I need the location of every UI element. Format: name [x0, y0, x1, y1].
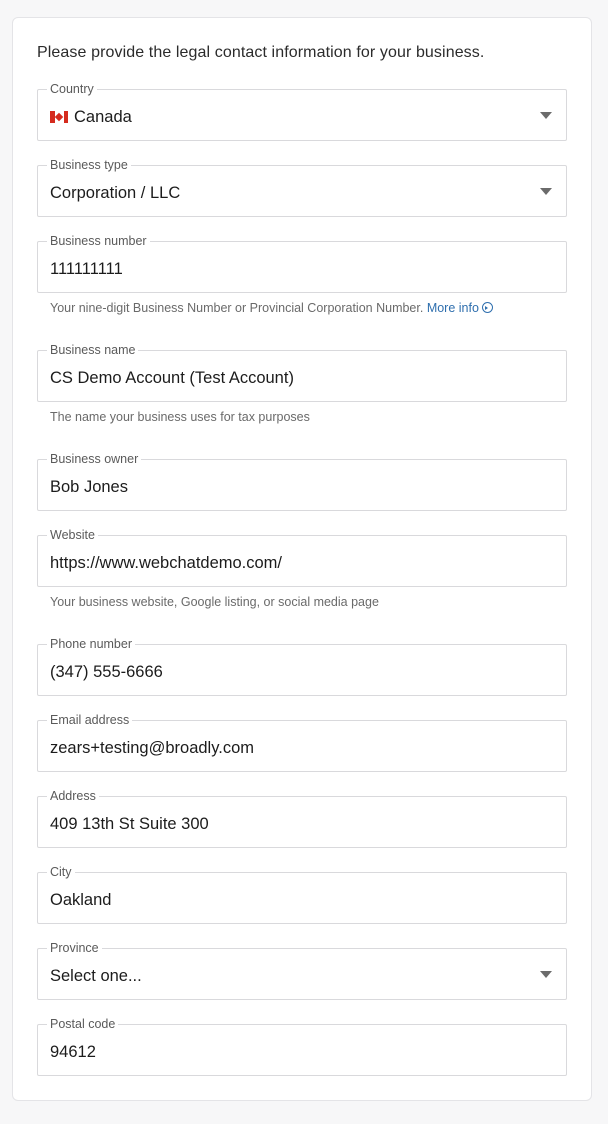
business-type-select[interactable]: [37, 158, 567, 217]
province-select[interactable]: [37, 941, 567, 1000]
website-label: Website: [47, 527, 98, 543]
business-number-value[interactable]: 111111111: [50, 260, 123, 278]
country-select[interactable]: [37, 82, 567, 141]
business-owner-field[interactable]: [37, 452, 567, 511]
business-type-value: Corporation / LLC: [50, 184, 181, 202]
address-value[interactable]: 409 13th St Suite 300: [50, 815, 209, 833]
province-label: Province: [47, 940, 102, 956]
website-help: Your business website, Google listing, or social media page: [50, 595, 379, 609]
country-value-wrap: [50, 107, 132, 127]
chevron-down-icon[interactable]: [540, 971, 552, 978]
more-info-link[interactable]: [427, 301, 493, 315]
postal-code-value[interactable]: 94612: [50, 1043, 96, 1061]
business-name-help: The name your business uses for tax purposes: [50, 410, 310, 424]
canada-flag-icon: [50, 111, 68, 123]
business-owner-label: Business owner: [47, 451, 141, 467]
city-field[interactable]: [37, 865, 567, 924]
more-info-label[interactable]: More info: [426, 301, 479, 315]
postal-code-label: Postal code: [47, 1016, 118, 1032]
business-name-field[interactable]: [37, 343, 567, 402]
address-field[interactable]: [37, 789, 567, 848]
province-value: Select one...: [50, 967, 142, 985]
city-label: City: [47, 864, 75, 880]
business-info-card: [12, 17, 592, 1101]
phone-label: Phone number: [47, 636, 135, 652]
business-number-help-text: Your nine-digit Business Number or Provincial Corporation Number.: [50, 301, 424, 315]
website-value[interactable]: https://www.webchatdemo.com/: [50, 554, 283, 572]
website-field[interactable]: [37, 528, 567, 587]
chevron-down-icon[interactable]: [540, 188, 552, 195]
city-value[interactable]: Oakland: [50, 891, 112, 909]
business-number-field[interactable]: [37, 234, 567, 293]
business-type-label: Business type: [47, 157, 131, 173]
country-label: Country: [47, 81, 97, 97]
address-label: Address: [47, 788, 99, 804]
business-owner-value[interactable]: Bob Jones: [50, 478, 128, 496]
business-number-label: Business number: [47, 233, 150, 249]
arrow-circle-icon[interactable]: [482, 302, 493, 313]
phone-field[interactable]: [37, 637, 567, 696]
business-number-help: [50, 301, 493, 315]
chevron-down-icon[interactable]: [540, 112, 552, 119]
country-value: Canada: [74, 108, 132, 126]
postal-code-field[interactable]: [37, 1017, 567, 1076]
email-value[interactable]: zears+testing@broadly.com: [50, 739, 254, 757]
intro-text: Please provide the legal contact information for your business.: [37, 44, 485, 61]
business-name-label: Business name: [47, 342, 138, 358]
email-field[interactable]: [37, 713, 567, 772]
business-name-value[interactable]: CS Demo Account (Test Account): [50, 369, 294, 387]
phone-value[interactable]: (347) 555-6666: [50, 663, 163, 681]
email-label: Email address: [47, 712, 132, 728]
